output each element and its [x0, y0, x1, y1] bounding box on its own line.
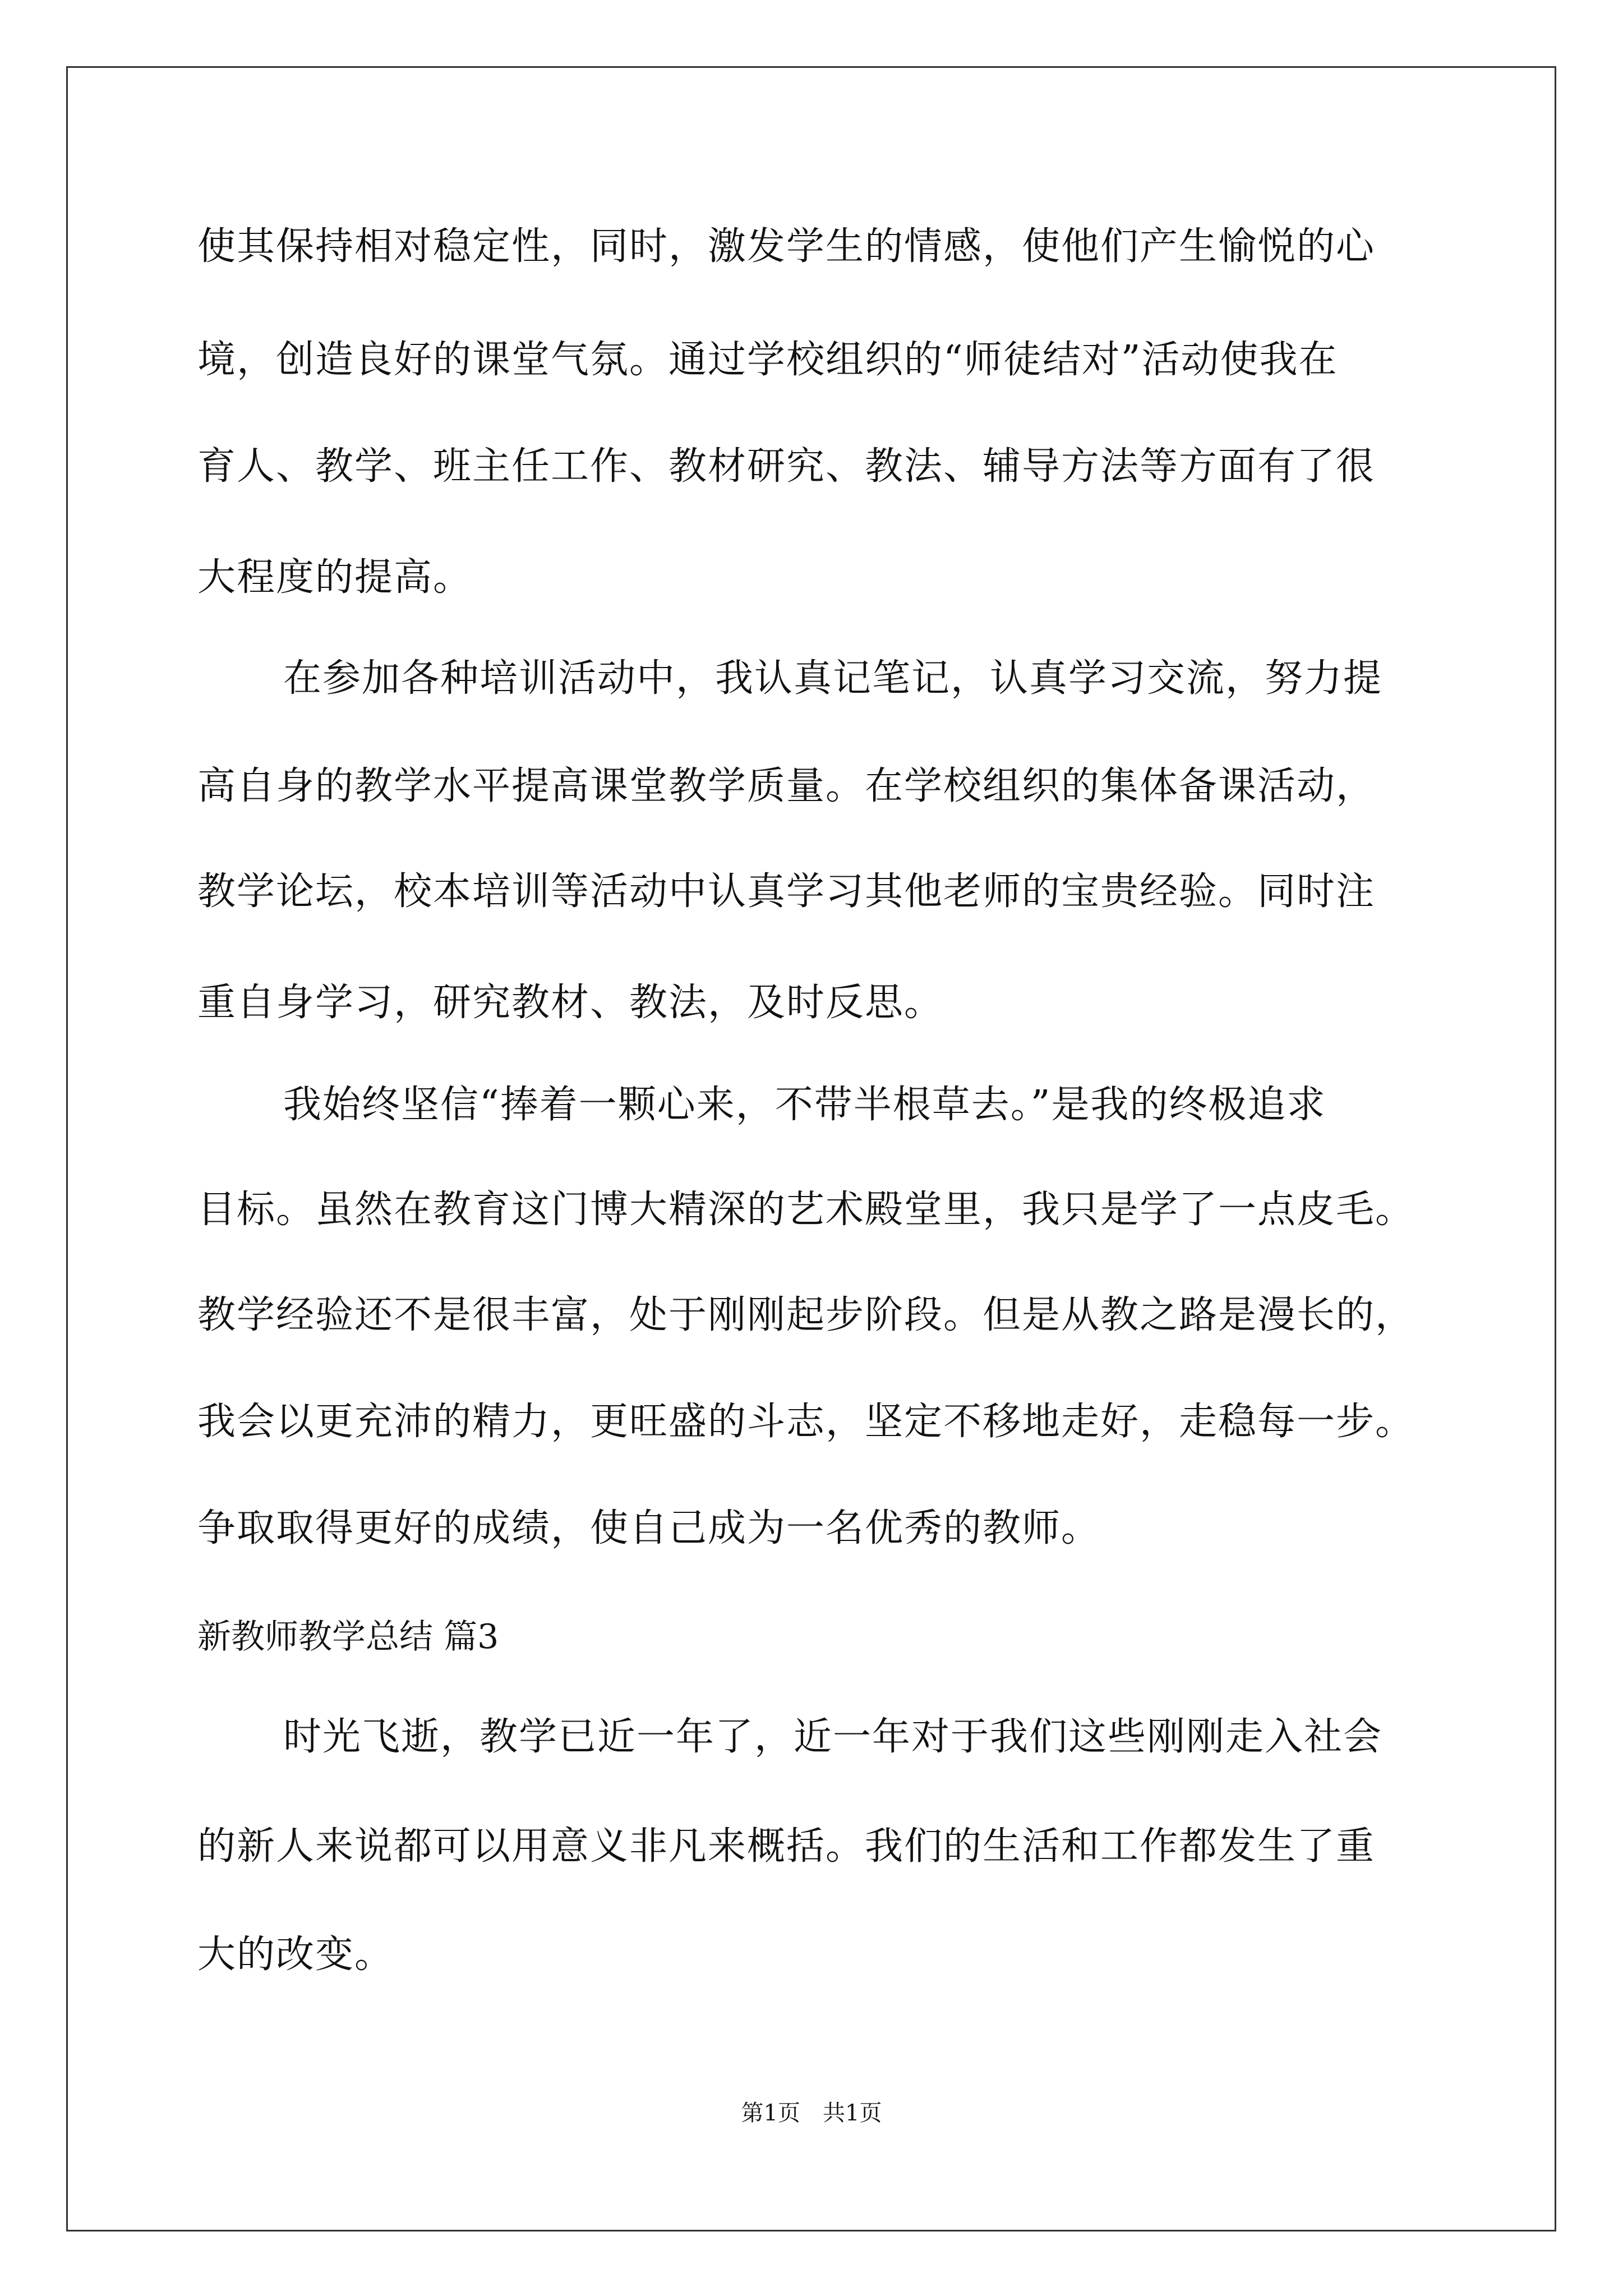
paragraph-3-line-4: 我会以更充沛的精力，更旺盛的斗志，坚定不移地走好，走稳每一步。: [197, 1400, 1415, 1444]
paragraph-4-line-1: 时光飞逝，教学已近一年了，近一年对于我们这些刚刚走入社会: [283, 1715, 1383, 1759]
page-number-footer: 第1页 共1页: [741, 2100, 882, 2126]
paragraph-3-line-1: 我始终坚信“捧着一颗心来，不带半根草去。”是我的终极追求: [283, 1083, 1326, 1127]
paragraph-3-line-3: 教学经验还不是很丰富，处于刚刚起步阶段。但是从教之路是漫长的，: [197, 1293, 1415, 1337]
paragraph-3-line-2: 目标。虽然在教育这门博大精深的艺术殿堂里，我只是学了一点皮毛。: [197, 1188, 1415, 1232]
section-heading: 新教师教学总结 篇3: [197, 1617, 499, 1657]
paragraph-4-line-3: 大的改变。: [197, 1932, 394, 1977]
page-border: [66, 66, 1556, 2231]
paragraph-1-line-1: 使其保持相对稳定性，同时，激发学生的情感，使他们产生愉悦的心: [197, 224, 1376, 269]
paragraph-2-line-3: 教学论坛，校本培训等活动中认真学习其他老师的宝贵经验。同时注: [197, 869, 1376, 914]
paragraph-4-line-2: 的新人来说都可以用意义非凡来概括。我们的生活和工作都发生了重: [197, 1824, 1376, 1869]
paragraph-1-line-4: 大程度的提高。: [197, 555, 473, 600]
paragraph-1-line-2: 境，创造良好的课堂气氛。通过学校组织的“师徒结对”活动使我在: [197, 338, 1338, 382]
paragraph-3-line-5: 争取取得更好的成绩，使自己成为一名优秀的教师。: [197, 1506, 1101, 1550]
paragraph-2-line-2: 高自身的教学水平提高课堂教学质量。在学校组织的集体备课活动，: [197, 764, 1376, 808]
paragraph-2-line-1: 在参加各种培训活动中，我认真记笔记，认真学习交流，努力提: [283, 656, 1383, 701]
paragraph-1-line-3: 育人、教学、班主任工作、教材研究、教法、辅导方法等方面有了很: [197, 444, 1376, 489]
paragraph-2-line-4: 重自身学习，研究教材、教法，及时反思。: [197, 981, 944, 1025]
